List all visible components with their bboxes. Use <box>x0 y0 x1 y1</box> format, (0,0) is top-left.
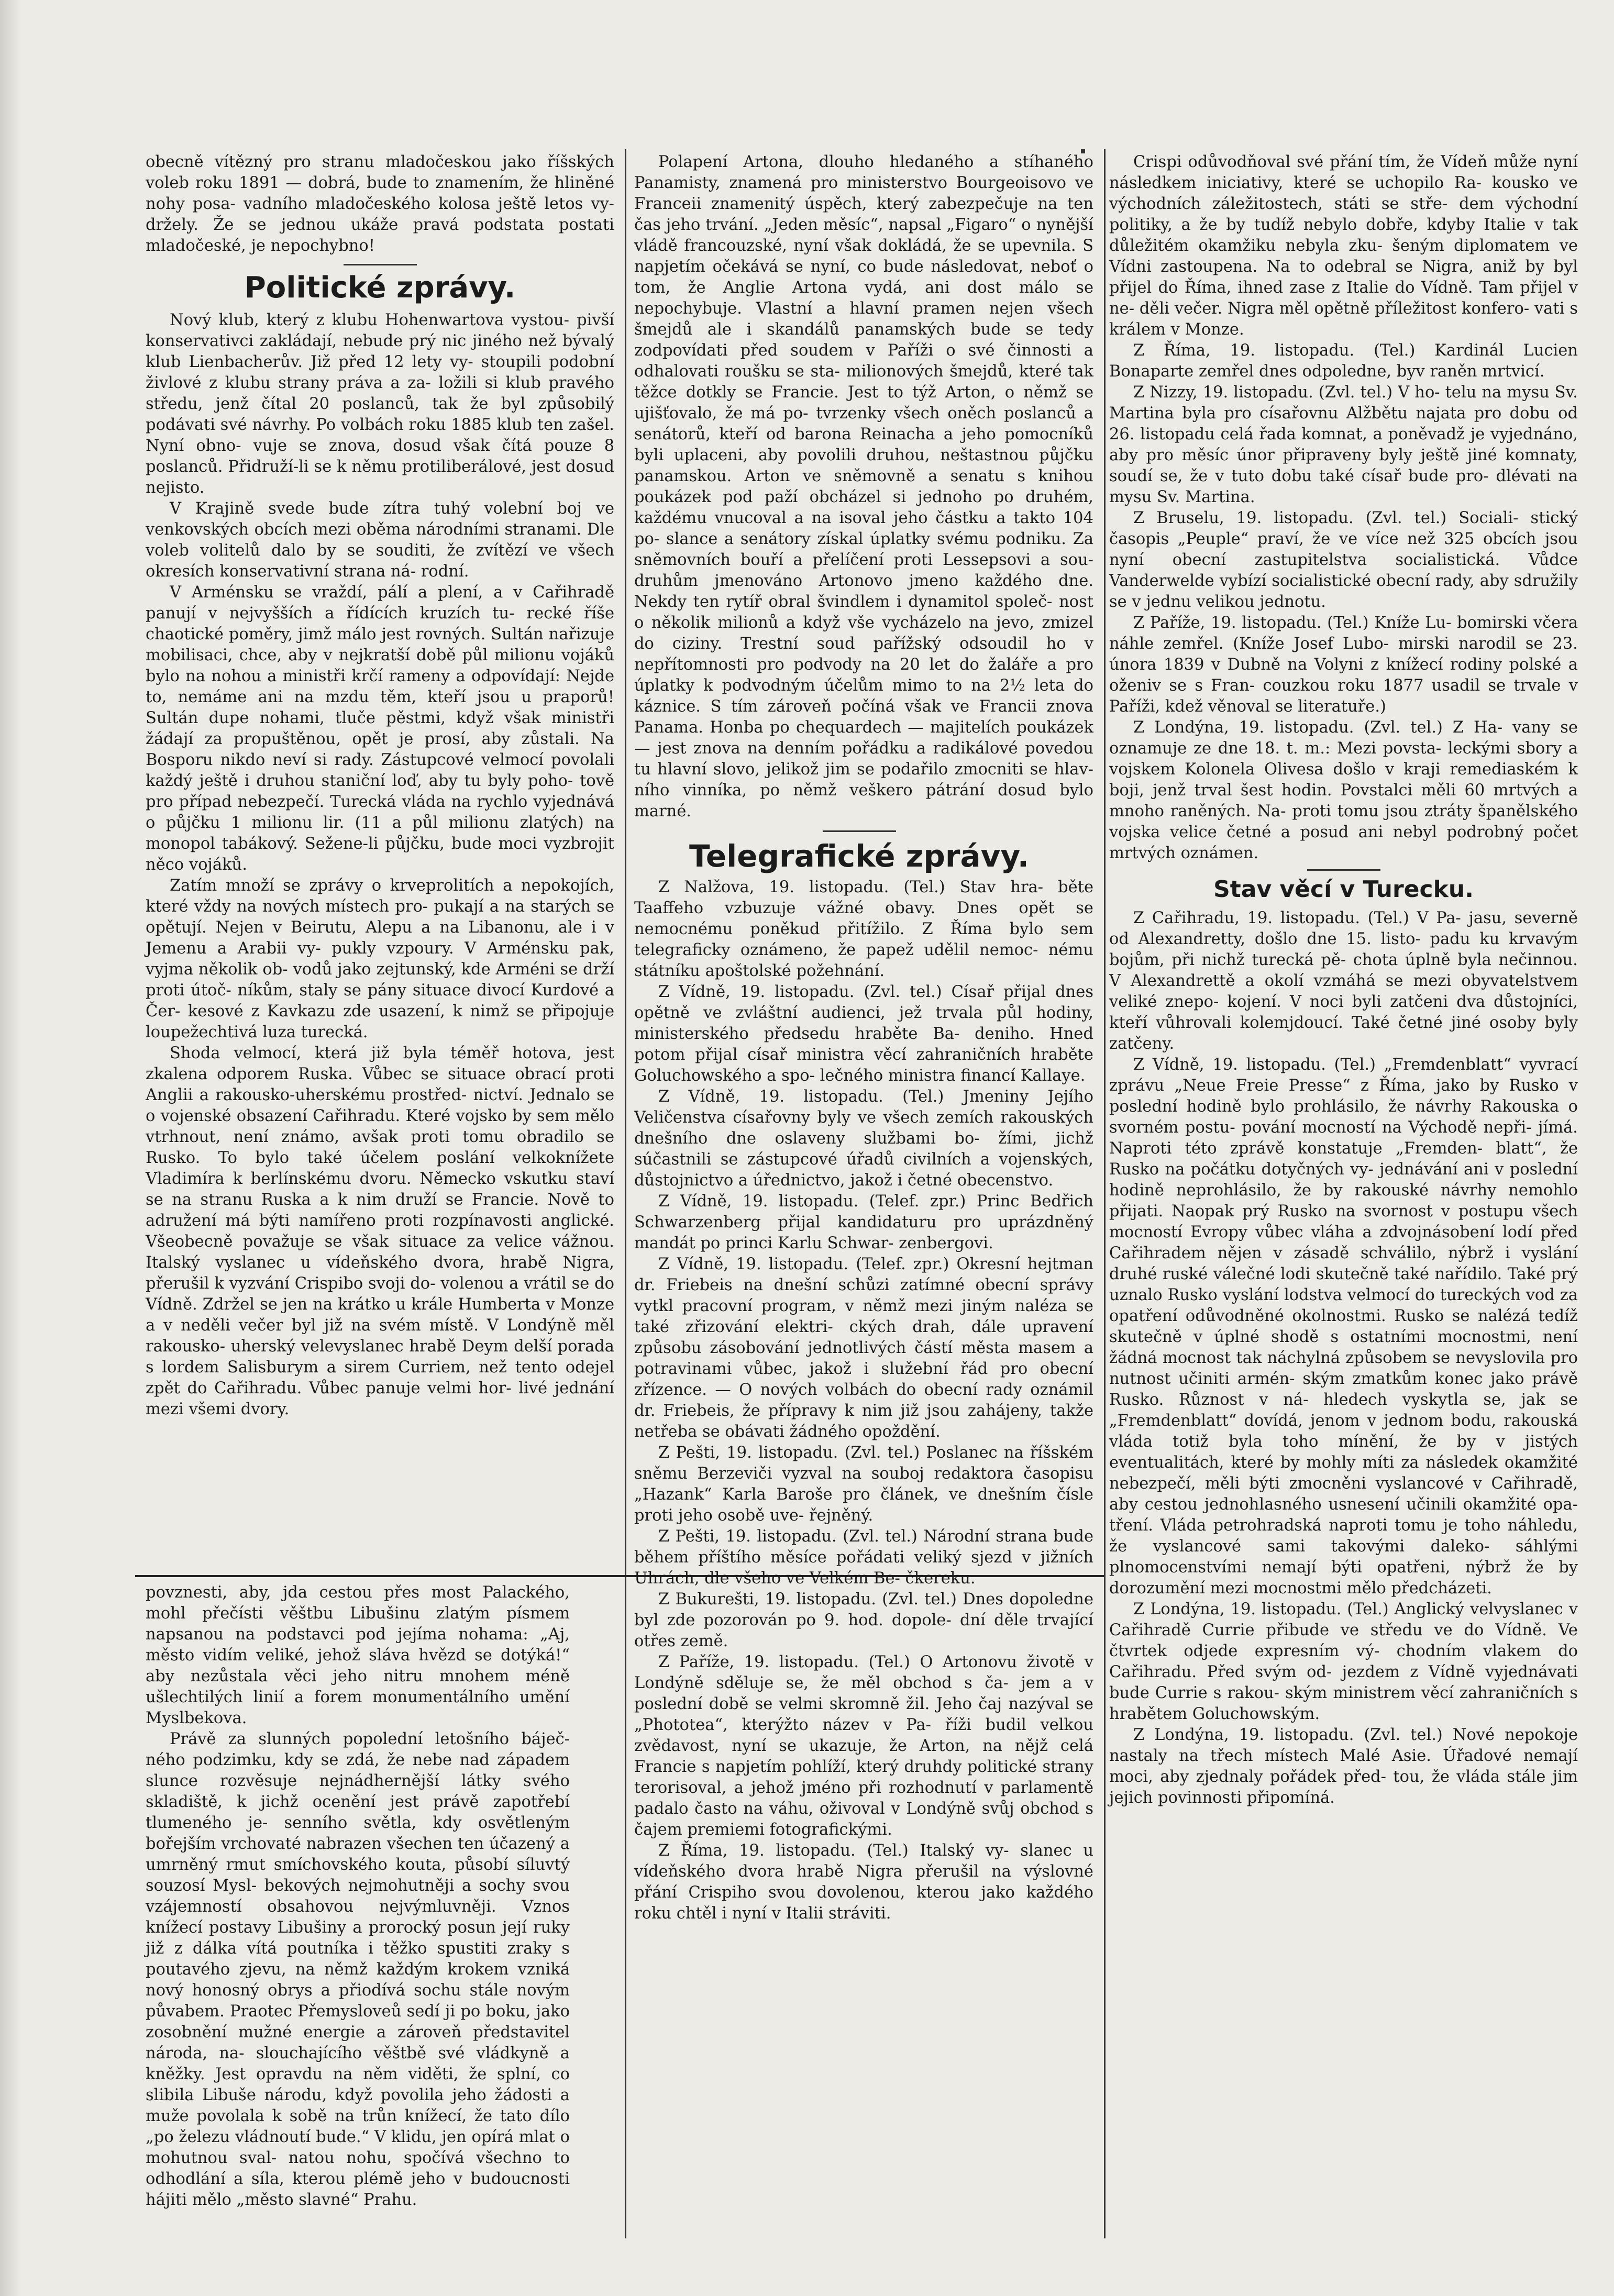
left-column <box>146 152 614 1571</box>
section-heading: Politické zprávy. <box>244 271 516 305</box>
section-divider <box>344 264 417 265</box>
telegram: Z Londýna, 19. listopadu. (Zvl. tel.) Z Ha- vany se oznamuje ze dne 18. t. m.: Mezi povsta- leckými sbory a vojskem Kolonela Olivesa došlo v kraji remediaském k boji, jenž trval šest hodin. Povstalci měli 60 mrtvých a mnoho raněných. Na- proti tomu jsou ztráty španělského vojska velice četné a posud ani nebyl podrobný počet mrtvých oznámen. <box>1109 718 1578 862</box>
column-rule-right <box>1104 149 1106 2238</box>
telegram: Z Londýna, 19. listopadu. (Tel.) Anglický velvyslanec v Cařihradě Currie přibude ve středu ve do Vídně. Ve čtvrtek odjede expresním vý- chodním vlakem do Cařihradu. Před svým od- jezdem z Vídně vyjednávati bude Currie s rakou- ským ministrem věcí zahraničních s hrabětem Goluchowským. <box>1109 1600 1578 1723</box>
telegram: Z Pešti, 19. listopadu. (Zvl. tel.) Národní strana bude během příštího měsíce pořádati veliký sjezd v jižních Uhrách, dle všeho ve Velkém Be- čkereku. <box>634 1527 1093 1588</box>
telegram: Z Nizzy, 19. listopadu. (Zvl. tel.) V ho- telu na mysu Sv. Martina byla pro císařovnu Alžbětu najata pro dobu od 26. listopadu celá řada komnat, a poněvadž je vyjednáno, aby pro měsíc únor připraveny byly ještě jiné komnaty, soudí se, že v tuto dobu také císař bude pro- dlévati na mysu Sv. Martina. <box>1109 383 1578 506</box>
telegram: Z Cařihradu, 19. listopadu. (Tel.) V Pa- jasu, severně od Alexandretty, došlo dne 15. listo- padu ku krvavým bojům, při nichž turecká pě- chota úplně byla nečinnou. V Alexandrettě a okolí vzmáhá se mezi obyvatelstvem veliké znepo- kojení. V noci byli zatčeni dva důstojníci, kteří vůhrovali kolemjdoucí. Také četné jiné osoby byly zatčeny. <box>1109 909 1578 1053</box>
telegram: Z Londýna, 19. listopadu. (Zvl. tel.) Nové nepokoje nastaly na třech místech Malé Asie. Úřadové nemají moci, aby zjednaly pořádek před- tou, že vláda stále jim jejich povinnosti připomíná. <box>1109 1726 1578 1807</box>
paragraph: Crispi odůvodňoval své přání tím, že Vídeň může nyní následkem iniciativy, které se uchopilo Ra- kousko ve východních záležitostech, státi se stře- dem východní politiky, a že by tudíž nebylo dobře, kdyby Italie v tak důležitém okamžiku nebyla zku- šeným diplomatem ve Vídni zastoupena. Na to odebral se Nigra, aniž by byl přijel do Říma, ihned zase z Italie do Vídně. Tam přijel v ne- děli večer. Nigra měl opětně příležitost konfero- vati s králem v Monze. <box>1109 153 1578 339</box>
section-divider <box>823 830 896 832</box>
paragraph: Právě za slunných popolední letošního báječ- ného podzimku, kdy se zdá, že nebe nad západem slunce rozvěsuje nejnádhernější látky svého skladiště, k jichž ocenění jest právě zapotřebí tlumeného je- senního světla, kdy osvětleným bořejším vrchovaté nabrazen všechen ten účazený a umrněný rmut smíchovského kouta, působí síluvtý souzosí Mysl- bekových nejmohutněji a sochy svou vzájemností obsahovou nejvýmluvněji. Vznos knížecí postavy Libušiny a prorocký posun její ruky již z dálka vítá poutníka i těžko spustiti zraky s poutavého zjevu, na němž každým krokem vzniká nový honosný obrys a přiodívá sochu stále novým půvabem. Praotec Přemysloveů sedí ji po boku, jako zosobnění mužné energie a zároveň představitel národa, na- slouchajícího věštbě své vládkyně a kněžky. Jest opravdu na něm viděti, že splní, co slibila Libuše národu, když povolila jeho žádosti a muže povolala k sobě na trůn knížecí, že tato dílo „po železu vládnoutí bude.“ V klidu, jen opírá mlat o mohutnou sval- natou nohu, spočívá všechno to odhodlání a síla, kterou plémě jeho v budoucnosti hájiti mělo „město slavné“ Prahu. <box>146 1730 570 2209</box>
paragraph: povznesti, aby, jda cestou přes most Palackého, mohl přečísti věštbu Libušinu zlatým písmem napsanou na podstavci pod jejíma nohama: „Aj, město vidím veliké, jehož sláva hvězd se dotýká!“ aby nezůstala věci jeho nitru mnohem méně ušlechtilých linií a forem monumentálního umění Myslbekova. <box>146 1583 570 1727</box>
section-heading: Telegrafické zprávy. <box>689 838 1029 874</box>
page-edge-shadow <box>0 0 21 2296</box>
telegram: Z Bruselu, 19. listopadu. (Zvl. tel.) Sociali- stický časopis „Peuple“ praví, že ve více než 325 obcích jsou nyní obecní zastupitelstva socialistická. Vůdce Vanderwelde vybízí socialistické obecní rady, aby sdružily se v jednu velikou jednotu. <box>1109 509 1578 611</box>
section-heading: Stav věcí v Turecku. <box>1213 876 1474 903</box>
telegram: Z Vídně, 19. listopadu. (Tel.) „Fremdenblatt“ vyvrací zprávu „Neue Freie Presse“ z Říma, jako by Rusko v poslední hodině bylo prohlásilo, že návrhy Rakouska o svorném postu- pování mocností na Východě nepři- jímá. Naproti této zprávě konstatuje „Fremden- blatt“, že Rusko na počátku dotyčných vy- jednávání ani v poslední hodině neprohlásilo, že by rakouské návrhy nemohlo přijati. Naopak prý Rusko na svornost v postupu všech mocností Evropy vůbec vláha a zdvojnásobení lodí před Cařihradem nějen v zásadě schválilo, nýbrž i vyslání druhé ruské válečné lodi skutečně také nařídilo. Také prý uznalo Rusko vyslání lodstva velmocí do tureckých vod za opatření odůvodněné okolnostmi. Rusko se nalézá tedíž skutečně v úplné shodě s ostatními mocnostmi, není žádná mocnost tak náchylná způsobem se nevyslovila pro nutnost učiniti armén- ským zmatkům konec jako právě Rusko. Různost v ná- hledech vyskytla se, jak se „Fremdenblatt“ dovídá, jenom v jednom bodu, rakouská vláda totiž byla toho mínění, že by v jistých eventualitách, které by mohly míti za následek okamžité nebezpečí, měli býti zmocněni vyslancové v Cařihradě, aby cestou jednohlasného usnesení učinili okamžité opa- tření. Vláda petrohradská naproti tomu je toho náhledu, že vyslancové sami takovými daleko- sáhlými plnomocenstvími nemají býti opatřeni, nýbrž že by dorozumění mezi mocnostmi mělo předcházeti. <box>1109 1056 1578 1598</box>
middle-column <box>625 152 1093 1923</box>
telegram: Z Říma, 19. listopadu. (Tel.) Italský vy- slanec u vídeňského dvora hrabě Nigra přerušil na výslovné přání Crispiho svou dovolenou, kterou jako každého roku chtěl i nyní v Italii stráviti. <box>634 1842 1093 1923</box>
paragraph: obecně vítězný pro stranu mladočeskou jako říšských voleb roku 1891 — dobrá, bude to znamením, že hliněné nohy posa- vadního mladočeského kolosa ještě letos vy- držely. Že se jednou ukáže pravá podstata postati mladočeské, je nepochybno! <box>146 153 614 255</box>
paragraph: Polapení Artona, dlouho hledaného a stíhaného Panamisty, znamená pro ministerstvo Bourgeoisovo ve Franceii znamenitý úspěch, který zabezpečuje na ten čas jeho trvání. „Jeden měsíc“, napsal „Figaro“ o nynější vládě francouzské, nyní však dokládá, že se upevnila. S napjetím očekává se nyní, co bude následovat, neboť o tom, že Anglie Artona vydá, ani dost málo se nepochybuje. Vlastní a hlavní pramen nejen všech šmejdů ale i skandálů panamských bude se tedy zodpovídati před soudem v Paříži o své činnosti a odhalovati roušku se sta- milionových šmejdů, které tak těžce dotkly se Francie. Jest to týž Arton, o němž se ujišťovalo, že má po- tvrzenky všech oněch poslanců a senátorů, kteří od barona Reinacha a jeho pomocníků byli uplaceni, aby povolili druhou, neštastnou půjčku panamskou. Arton ve sněmovně a senatu s knihou poukázek pod paží obcházel si jednoho po druhém, každému vnucoval a na isoval jeho částku a takto 104 po- slance a senátory získal úplatky svému podniku. Za sněmovních bouří a přelíčení proti Lessepsovi a sou- druhům jmenováno Artonovo jmeno každého dne. Nekdy ten rytíř obral švindlem i dynamitol společ- nost o několik milionů a když vše vycházelo na jevo, zmizel do ciziny. Trestní soud pařížský odsoudil ho v nepřítomnosti pro podvody na 20 let do žaláře a pro úplatky k podvodným účelům mimo to na 2½ leta do káznice. S tím zároveň počíná však ve Francii znova Panama. Honba po chequardech — majitelích poukázek — jest znova na denním pořádku a radikálové povedou tu hlavní slovo, jelikož jim se podařilo zmocniti se hlav- ního vinníka, po němž veškero pátrání dosud bylo marné. <box>634 153 1093 820</box>
telegram: Z Vídně, 19. listopadu. (Telef. zpr.) Princ Bedřich Schwarzenberg přijal kandidaturu pro uprázdněný mandát po princi Karlu Schwar- zenbergovi. <box>634 1192 1093 1252</box>
right-column <box>1109 152 1578 2241</box>
paragraph: Zatím množí se zprávy o krveprolitích a nepokojích, které vždy na nových místech pro- pukají a na starých se opětují. Nejen v Beirutu, Alepu a na Libanonu, ale i v Jemenu a Arabii vy- pukly vzpoury. V Arménsku pak, vyjma několik ob- vodů jako zejtunský, kde Arméni se drží proti útoč- níkům, staly se pány situace divocí Kurdové a Čer- kesové z Kavkazu zde usazení, k nimž se připojuje loupežechtivá luza turecká. <box>146 877 614 1041</box>
telegram: Z Vídně, 19. listopadu. (Tel.) Jmeniny Jejího Veličenstva císařovny byly ve všech zemích rakouských dnešního dne oslaveny službami bo- žími, jichž súčastnili se zástupcové úřadů civilních a vojenských, důstojnictvo a úřednictvo, jakož i četné obecenstvo. <box>634 1088 1093 1190</box>
telegram: Z Říma, 19. listopadu. (Tel.) Kardinál Lucien Bonaparte zemřel dnes odpoledne, byv raněn mrtvicí. <box>1109 341 1578 381</box>
telegram: Z Bukurešti, 19. listopadu. (Zvl. tel.) Dnes dopoledne byl zde pozorován po 9. hod. dopole- dní děle trvající otřes země. <box>634 1590 1093 1650</box>
telegram: Z Paříže, 19. listopadu. (Tel.) O Artonovu životě v Londýně sděluje se, že měl obchod s ča- jem a v poslední době se velmi skromně žil. Jeho čaj nazýval se „Phototea“, kterýžto název v Pa- říži budil velkou zvědavost, nyní se ukazuje, že Arton, na nějž celá Francie s napjetím pohlíží, který druhdy politické strany terorisoval, a jehož jméno při rozhodnutí v parlamentě padalo často na váhu, oživoval v Londýně svůj obchod s čajem premiemi fotografickými. <box>634 1653 1093 1839</box>
section-divider <box>1307 869 1380 871</box>
telegram: Z Vídně, 19. listopadu. (Telef. zpr.) Okresní hejtman dr. Friebeis na dnešní schůzi zatímné obecní správy vytkl pracovní program, v němž mezi jiným naléza se také zřizování elektri- ckých drah, dále upravení způsobu zásobování jednotlivých částí města masem a potravinami vůbec, jakož i služební řád pro obecní zřízence. — O nových volbách do obecní rady oznámil dr. Friebeis, že přípravy k nim již jsou zahájeny, takže netřeba se obávati žádného opoždění. <box>634 1255 1093 1441</box>
paragraph: Shoda velmocí, která již byla téměř hotova, jest zkalena odporem Ruska. Vůbec se situace obrací proti Anglii a rakousko-uherskému prostřed- nictví. Jednalo se o vojenské obsazení Cařihradu. Které vojsko by sem mělo vtrhnout, není známo, avšak proti tomu obradilo se Rusko. To bylo také účelem poslání velkoknížete Vladimíra k berlínskému dvoru. Německo vskutku staví se na stranu Ruska a k nim druží se Francie. Nově to adružení má býti namířeno proti rozpínavosti anglické. Všeobecně považuje se však situace za velice vážnou. Italský vyslanec u vídeňského dvora, hrabě Nigra, přerušil k vyzvání Crispibo svoji do- volenou a vrátil se do Vídně. Zdržel se jen na krátko u krále Humberta v Monze a v neděli večer byl již na svém místě. V Londýně měl rakousko- uherský velevyslanec hrabě Deym delší porada s lordem Salisburym a sirem Curriem, než tento odejel zpět do Cařihradu. Vůbec panuje velmi hor- livé jednání mezi všemi dvory. <box>146 1044 614 1418</box>
paragraph: V Krajině svede bude zítra tuhý volební boj ve venkovských obcích mezi oběma národními stranami. Dle voleb volitelů dalo by se souditi, že zvítězí ve všech okresích konservativní strana ná- rodní. <box>146 500 614 581</box>
feuilleton <box>146 1582 570 2237</box>
telegram: Z Pešti, 19. listopadu. (Zvl. tel.) Poslanec na říšském sněmu Berzeviči vyzval na souboj redaktora časopisu „Hazank“ Karla Baroše pro článek, ve dnešním čísle proti jeho osobě uve- řejněný. <box>634 1444 1093 1525</box>
telegram: Z Nalžova, 19. listopadu. (Tel.) Stav hra- běte Taaffeho vzbuzuje vážné obavy. Dnes opět se nemocnému poněkud přitížilo. Z Říma bylo sem telegraficky oznámeno, že papež udělil nemoc- nému státníku apoštolské požehnání. <box>634 878 1093 980</box>
paragraph: Nový klub, který z klubu Hohenwartova vystou- pivší konservativci zakládají, nebude prý nic jiného než bývalý klub Lienbacherův. Již před 12 lety vy- stoupili podobní živlové z klubu strany práva a za- ložili si klub pravého středu, jenž čítal 20 poslanců, tak že byl způsobilý podávati své návrhy. Po volbách roku 1885 klub ten zašel. Nyní obno- vuje se znova, dosud však čítá pouze 8 poslanců. Přidruží-li se k němu protiliberálové, jest dosud nejisto. <box>146 311 614 497</box>
paragraph: V Arménsku se vraždí, pálí a plení, a v Cařihradě panují v nejvyšších a řídících kruzích tu- recké říše chaotické poměry, jimž málo jest rovných. Sultán nařizuje mobilisaci, chce, aby v nejkratší době půl milionu vojáků bylo na nohou a ministři krčí rameny a odpovídají: Nejde to, nemáme ani na mzdu těm, kteří jsou u praporů! Sultán dupe nohami, tluče pěstmi, když však ministři žádají za propuštěnou, opět je prosí, aby zůstali. Na Bosporu nikdo neví si rady. Zástupcové velmocí povolali každý ještě i druhou staniční loď, aby tu byly poho- tově pro případ nebezpečí. Turecká vláda na rychlo vyjednává o půjčku 1 milionu lir. (11 a půl milionu zlatých) na monopol tabákový. Sežene-li půjčku, bude moci vyzbrojit něco vojáků. <box>146 583 614 874</box>
telegram: Z Vídně, 19. listopadu. (Zvl. tel.) Císař přijal dnes opětně ve zvláštní audienci, jež trvala půl hodiny, ministerského předsedu hraběte Ba- deniho. Hned potom přijal císař ministra věcí zahraničních hraběte Goluchowského a spo- lečného ministra financí Kallaye. <box>634 983 1093 1085</box>
telegram: Z Paříže, 19. listopadu. (Tel.) Kníže Lu- bomirski včera náhle zemřel. (Kníže Josef Lubo- mirski narodil se 23. února 1839 v Dubně na Volyni z knížecí rodiny polské a oženiv se s Fran- couzkou roku 1877 usadil se trvale v Paříži, kdež věnoval se literatuře.) <box>1109 614 1578 716</box>
